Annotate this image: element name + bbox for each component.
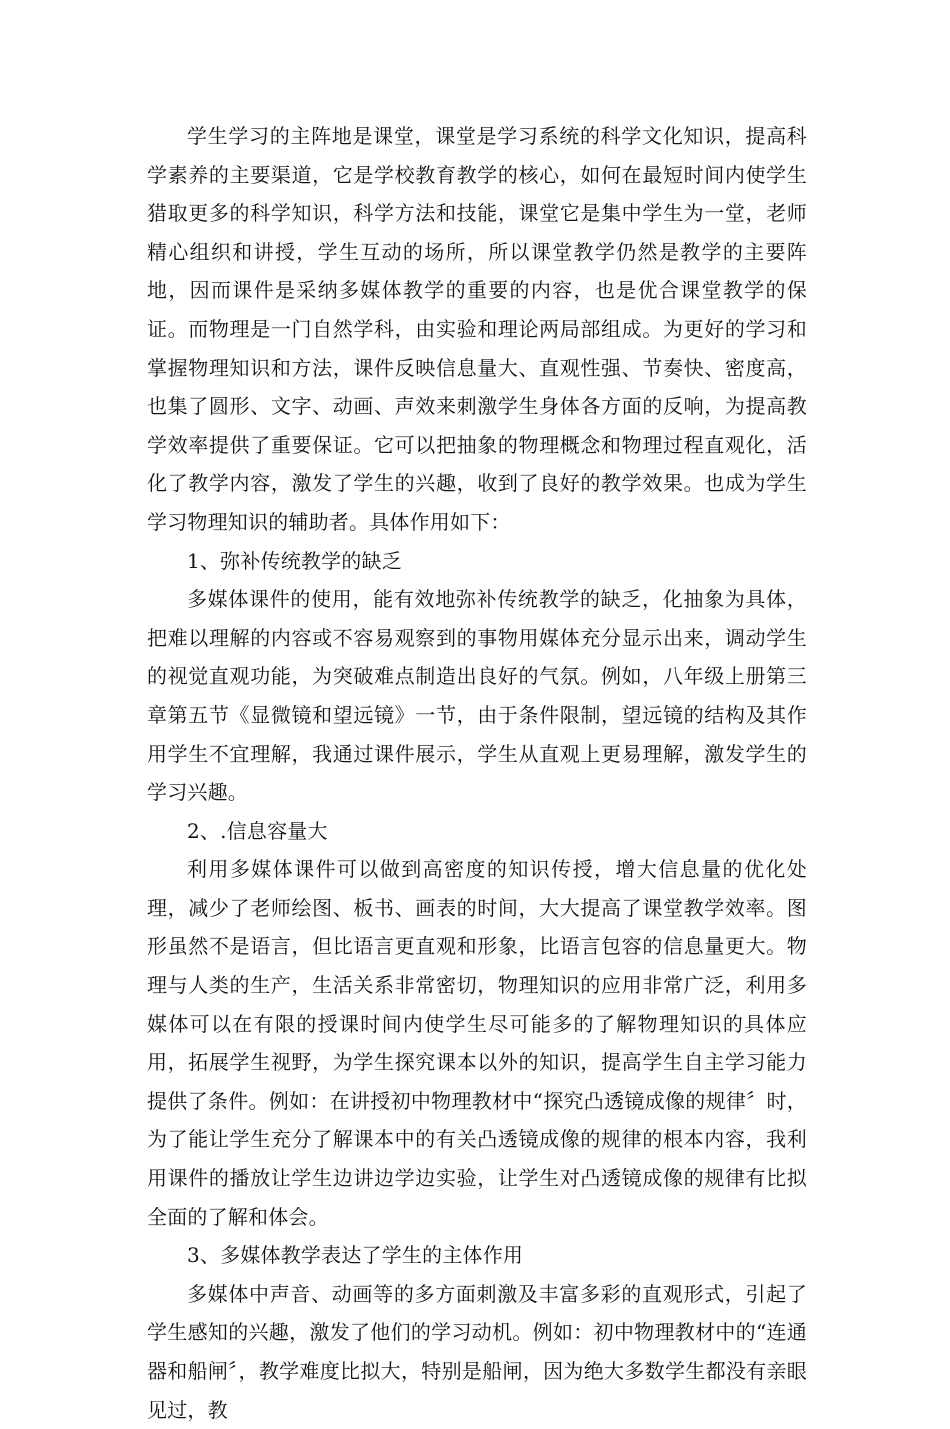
paragraph-section-1: 多媒体课件的使用，能有效地弥补传统教学的缺乏，化抽象为具体，把难以理解的内容或不容易观察到的事物用媒体充分显示出来，调动学生的视觉直观功能，为突破难点制造出良好的气氛。例如，八年级上册第三章第五节《显微镜和望远镜》一节，由于条件限制，望远镜的结构及其作用学生不宜理解，我通过课件展示，学生从直观上更易理解，激发学生的学习兴趣。 — [147, 587, 807, 805]
paragraph-section-2: 利用多媒体课件可以做到高密度的知识传授，增大信息量的优化处理，减少了老师绘图、板书、画表的时间，大大提高了课堂教学效率。图形虽然不是语言，但比语言更直观和形象，比语言包容的信息量更大。物理与人类的生产，生活关系非常密切，物理知识的应用非常广泛，利用多媒体可以在有限的授课时间内使学生尽可能多的了解物理知识的具体应用，拓展学生视野，为学生探究课本以外的知识，提高学生自主学习能力提供了条件。例如：在讲授初中物理教材中“探究凸透镜成像的规律〞时，为了能让学生充分了解课本中的有关凸透镜成像的规律的根本内容，我利用课件的播放让学生边讲边学边实验，让学生对凸透镜成像的规律有比拟全面的了解和体会。 — [147, 857, 807, 1229]
paragraph-intro: 学生学习的主阵地是课堂，课堂是学习系统的科学文化知识，提高科学素养的主要渠道，它是学校教育教学的核心，如何在最短时间内使学生猎取更多的科学知识，科学方法和技能，课堂它是集中学生为一堂，老师精心组织和讲授，学生互动的场所，所以课堂教学仍然是教学的主要阵地，因而课件是采纳多媒体教学的重要的内容，也是优合课堂教学的保证。而物理是一门自然学科，由实验和理论两局部组成。为更好的学习和掌握物理知识和方法，课件反映信息量大、直观性强、节奏快、密度高，也集了圆形、文字、动画、声效来刺激学生身体各方面的反响，为提高教学效率提供了重要保证。它可以把抽象的物理概念和物理过程直观化，活化了教学内容，激发了学生的兴趣，收到了良好的教学效果。也成为学生学习物理知识的辅助者。具体作用如下： — [147, 124, 807, 534]
section-heading-1: 1、弥补传统教学的缺乏 — [187, 548, 402, 573]
section-heading-2: 2、.信息容量大 — [187, 818, 328, 843]
document-body — [147, 117, 807, 1429]
section-heading-3: 3、多媒体教学表达了学生的主体作用 — [187, 1243, 524, 1268]
paragraph-section-3: 多媒体中声音、动画等的多方面刺激及丰富多彩的直观形式，引起了学生感知的兴趣，激发了他们的学习动机。例如：初中物理教材中的“连通器和船闸〞，教学难度比拟大，特别是船闸，因为绝大多数学生都没有亲眼见过，教 — [147, 1281, 807, 1422]
